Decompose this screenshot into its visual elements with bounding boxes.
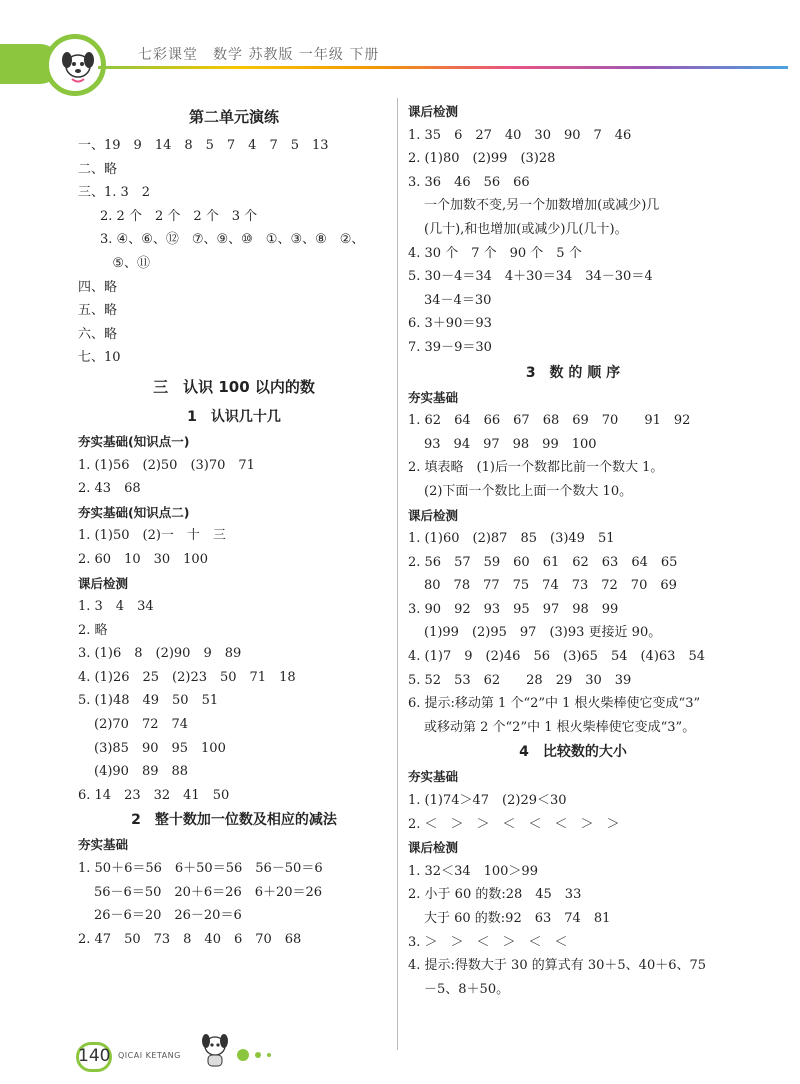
answer-line: 6. 提示:移动第 1 个“2”中 1 根火柴棒使它变成“3” [408, 696, 701, 712]
answer-line: 1. 32＜34 100＞99 [408, 863, 538, 879]
answer-line: 6. 3＋90＝93 [408, 316, 492, 332]
answer-line: 2. 60 10 30 100 [78, 551, 208, 567]
answer-line: (几十),和也增加(或减少)几(几十)。 [424, 221, 628, 237]
right-column [408, 100, 738, 1001]
answer-line: －5、8＋50。 [424, 981, 510, 997]
subsection-label: 课后检测 [408, 840, 459, 856]
answer-line: 一个加数不变,另一个加数增加(或减少)几 [424, 198, 660, 214]
header-rainbow-line [98, 66, 788, 69]
answer-line: 3. ＞ ＞ ＜ ＞ ＜ ＜ [408, 934, 568, 950]
section-heading: 2 整十数加一位数及相应的减法 [131, 812, 337, 829]
answer-line: 或移动第 2 个“2”中 1 根火柴棒使它变成“3”。 [424, 719, 696, 735]
answer-line: 四、略 [78, 279, 118, 295]
answer-line: 1. (1)60 (2)87 85 (3)49 51 [408, 531, 615, 547]
answer-line: 5. 52 53 62 28 29 30 39 [408, 672, 632, 688]
header-title: 七彩课堂 数学 苏教版 一年级 下册 [138, 47, 380, 63]
answer-line: 2. 43 68 [78, 481, 141, 497]
answer-line: 3. 36 46 56 66 [408, 174, 530, 190]
answer-line: 一、19 9 14 8 5 7 4 7 5 13 [78, 138, 329, 153]
answer-line: 五、略 [78, 303, 118, 319]
subsection-label: 夯实基础 [408, 769, 459, 785]
subsection-label: 夯实基础(知识点一) [78, 433, 190, 449]
answer-line: 1. (1)56 (2)50 (3)70 71 [78, 457, 255, 473]
answer-line: 二、略 [78, 161, 118, 177]
answer-line: (1)99 (2)95 97 (3)93 更接近 90。 [424, 625, 662, 641]
answer-line: 七、10 [78, 350, 121, 366]
answer-line: (3)85 90 95 100 [94, 740, 226, 756]
answer-line: 2. 填表略 (1)后一个数都比前一个数大 1。 [408, 460, 664, 476]
answer-line: 2. (1)80 (2)99 (3)28 [408, 151, 556, 167]
answer-line: 80 78 77 75 74 73 72 70 69 [424, 578, 677, 594]
answer-line: 1. 50＋6＝56 6＋50＝56 56－50＝6 [78, 861, 323, 877]
answer-line: 2. ＜ ＞ ＞ ＜ ＜ ＜ ＞ ＞ [408, 816, 620, 832]
answer-line: 4. 30 个 7 个 90 个 5 个 [408, 245, 582, 261]
answer-line: 1. 3 4 34 [78, 599, 154, 615]
answer-line: 大于 60 的数:92 63 74 81 [424, 911, 611, 926]
brand-label: QICAI KETANG [118, 1051, 181, 1060]
answer-line: 3. 90 92 93 95 97 98 99 [408, 601, 619, 617]
section-heading: 3 数 的 顺 序 [525, 364, 621, 381]
subsection-label: 夯实基础(知识点二) [78, 504, 190, 520]
answer-line: 2. 2 个 2 个 2 个 3 个 [100, 208, 258, 224]
answer-line: 4. (1)26 25 (2)23 50 71 18 [78, 669, 296, 685]
subsection-label: 夯实基础 [408, 389, 459, 405]
column-divider [397, 98, 398, 1050]
answer-line: 56－6＝50 20＋6＝26 6＋20＝26 [94, 884, 323, 900]
answer-line: 六、略 [78, 326, 118, 342]
answer-line: 4. 提示:得数大于 30 的算式有 30＋5、40＋6、75 [408, 958, 707, 974]
answer-line: (2)70 72 74 [94, 717, 189, 733]
answer-line: 26－6＝20 26－20＝6 [94, 908, 242, 924]
answer-line: 2. 56 57 59 60 61 62 63 64 65 [408, 554, 678, 570]
answer-line: 4. (1)7 9 (2)46 56 (3)65 54 (4)63 54 [408, 649, 705, 665]
answer-line: 2. 小于 60 的数:28 45 33 [408, 887, 582, 903]
unit-heading: 第二单元演练 [188, 108, 279, 126]
footer-dots-icon [236, 1048, 280, 1062]
answer-line: 1. 62 64 66 67 68 69 70 91 92 [408, 413, 691, 429]
answer-line: 2. 47 50 73 8 40 6 70 68 [78, 931, 302, 947]
answer-line: 5. (1)48 49 50 51 [78, 693, 219, 709]
section-heading: 4 比较数的大小 [519, 744, 627, 761]
answer-line: ⑤、⑪ [100, 255, 151, 271]
answer-line: 34－4＝30 [424, 292, 492, 308]
subsection-label: 夯实基础 [78, 837, 129, 853]
answer-line: 1. (1)50 (2)一 十 三 [78, 528, 226, 544]
answer-line: (4)90 89 88 [94, 764, 189, 780]
answer-line: 1. (1)74＞47 (2)29＜30 [408, 793, 567, 809]
answer-line: (2)下面一个数比上面一个数大 10。 [424, 483, 633, 499]
subsection-label: 课后检测 [78, 575, 129, 591]
answer-line: 3. ④、⑥、⑫ ⑦、⑨、⑩ ①、③、⑧ ②、 [100, 232, 365, 248]
footer-mascot-icon [196, 1030, 234, 1070]
section-heading: 1 认识几十几 [187, 408, 281, 425]
page-number: 140 [78, 1046, 111, 1066]
answer-line: 93 94 97 98 99 100 [424, 436, 597, 452]
answer-line: 5. 30－4＝34 4＋30＝34 34－30＝4 [408, 269, 653, 285]
answer-line: 6. 14 23 32 41 50 [78, 787, 230, 803]
answer-line: 1. 35 6 27 40 30 90 7 46 [408, 127, 632, 143]
unit-heading: 三 认识 100 以内的数 [153, 377, 315, 396]
subsection-label: 课后检测 [408, 507, 459, 523]
dog-mascot-icon [58, 46, 98, 86]
answer-line: 3. (1)6 8 (2)90 9 89 [78, 646, 242, 662]
answer-line: 7. 39－9＝30 [408, 339, 492, 355]
answer-line: 三、1. 3 2 [78, 185, 151, 201]
answer-line: 2. 略 [78, 622, 108, 638]
subsection-label: 课后检测 [408, 104, 459, 119]
left-column [78, 100, 390, 951]
